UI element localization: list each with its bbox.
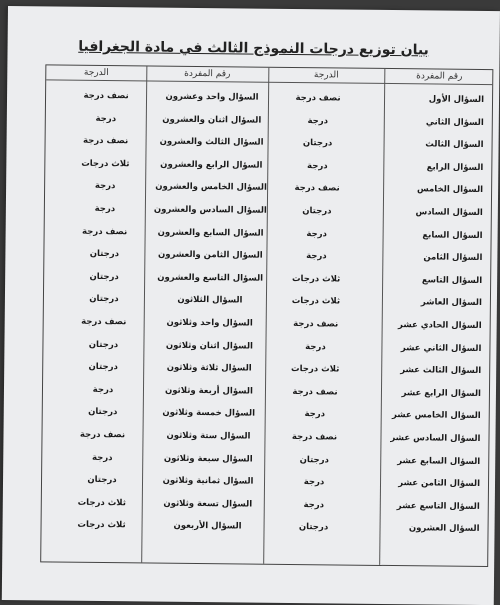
grade-cell: درجة [304,409,326,420]
question-number-cell: السؤال الثامن والعشرون [158,249,263,261]
grade-cell: درجتان [298,522,329,533]
question-number-cell: السؤال واحد وعشرون [165,91,259,103]
grade-cell: نصف درجة [79,429,126,441]
grade-cell: نصف درجة [295,93,341,104]
question-number-cell: السؤال الخامس عشر [391,410,481,422]
grade-cell: نصف درجة [83,90,129,102]
header-grade-left: الدرجة [83,67,109,79]
question-number-cell: السؤال الثامن عشر [398,478,481,490]
grade-cell: نصف درجة [81,226,128,237]
document-page [2,6,500,605]
grade-cell: ثلاث درجات [291,296,341,307]
header-question-number-right: رقم المفردة [416,71,463,82]
question-number-cell: السؤال واحد وثلاثون [166,317,253,329]
grade-cell: درجتان [302,206,332,217]
grade-cell: درجتان [89,249,120,260]
grade-cell: ثلاث درجات [77,497,126,509]
question-number-cell: السؤال السابع [422,229,483,241]
document-title: بيان توزيع درجات النموذج الثالث في مادة الجغرافيا [78,38,429,59]
grade-cell: درجتان [299,454,329,465]
question-number-cell: السؤال الرابع عشر [401,387,482,399]
question-number-cell: السؤال الخامس [416,184,484,196]
grades-table [40,64,493,567]
grade-cell: نصف درجة [291,431,338,443]
grade-cell: درجة [306,228,327,239]
question-number-cell: السؤال السابع عشر [397,455,481,467]
column-divider [379,69,385,565]
header-grade-right: الدرجة [313,70,339,81]
question-number-cell: السؤال اثنان وثلاثون [165,340,254,352]
grade-cell: درجتان [302,138,333,149]
question-number-cell: السؤال الثالث عشر [400,365,482,377]
grade-cell: درجة [307,115,329,126]
grade-cell: درجتان [88,362,118,373]
grade-cell: نصف درجة [294,183,340,194]
question-number-cell: السؤال الثاني عشر [400,342,482,354]
question-number-cell: السؤال اثنان والعشرون [162,114,262,126]
grade-cell: درجتان [89,294,119,305]
grade-cell: درجة [91,452,113,463]
question-number-cell: السؤال التاسع عشر [396,500,480,512]
grade-cell: درجة [307,160,328,172]
grade-cell: درجة [94,203,116,215]
question-number-cell: السؤال ثمانية وثلاثون [162,475,254,487]
grade-cell: ثلاث درجات [81,158,130,170]
grade-cell: ثلاث درجات [291,273,341,285]
grade-cell: درجتان [88,407,118,418]
grade-cell: درجتان [88,339,119,350]
question-number-cell: السؤال سبعة وثلاثون [163,453,253,465]
grade-cell: درجتان [89,271,119,282]
question-number-cell: السؤال التاسع [421,275,483,286]
grade-cell: نصف درجة [82,135,129,147]
question-number-cell: السؤال الثالث [425,139,484,151]
question-number-cell: السؤال السادس والعشرون [153,204,267,216]
grade-cell: نصف درجة [292,386,338,398]
grade-cell: درجتان [87,475,117,486]
grade-cell: درجة [306,251,327,262]
header-question-number-left: رقم المفردة [184,68,231,80]
grade-cell: ثلاث درجات [291,364,340,375]
question-number-cell: السؤال الحادي عشر [398,320,482,331]
question-number-cell: السؤال ستة وثلاثون [166,430,251,442]
question-number-cell: السؤال خمسة وثلاثون [162,408,256,419]
question-number-cell: السؤال التاسع والعشرون [157,272,264,284]
question-number-cell: السؤال الرابع [426,162,484,173]
question-number-cell: السؤال العاشر [420,297,482,309]
question-number-cell: السؤال السابع والعشرون [157,227,264,239]
question-number-cell: السؤال الأربعون [173,521,242,532]
question-number-cell: السؤال الثلاثون [177,295,243,306]
question-number-cell: السؤال الأول [428,94,485,105]
grade-cell: درجة [94,181,116,192]
grade-cell: درجة [305,341,326,352]
grade-cell: ثلاث درجات [77,520,126,531]
grade-cell: نصف درجة [81,316,127,328]
grade-cell: درجة [303,499,325,511]
question-number-cell: السؤال الثامن [423,252,483,264]
question-number-cell: السؤال أربعة وثلاثون [164,385,253,397]
question-number-cell: السؤال ثلاثة وثلاثون [166,362,252,374]
grade-cell: نصف درجة [293,319,339,330]
question-number-cell: السؤال السادس عشر [390,433,481,444]
grade-cell: درجة [95,113,117,124]
question-number-cell: السؤال تسعة وثلاثون [163,498,253,510]
question-number-cell: السؤال السادس [415,207,483,218]
question-number-cell: السؤال العشرون [408,523,480,535]
question-number-cell: السؤال الثاني [425,116,484,128]
question-number-cell: السؤال الثالث والعشرون [159,136,264,148]
grade-cell: درجة [303,477,325,488]
grade-cell: درجة [92,384,114,395]
question-number-cell: السؤال الرابع والعشرون [160,159,263,171]
question-number-cell: السؤال الخامس والعشرون [155,181,267,194]
